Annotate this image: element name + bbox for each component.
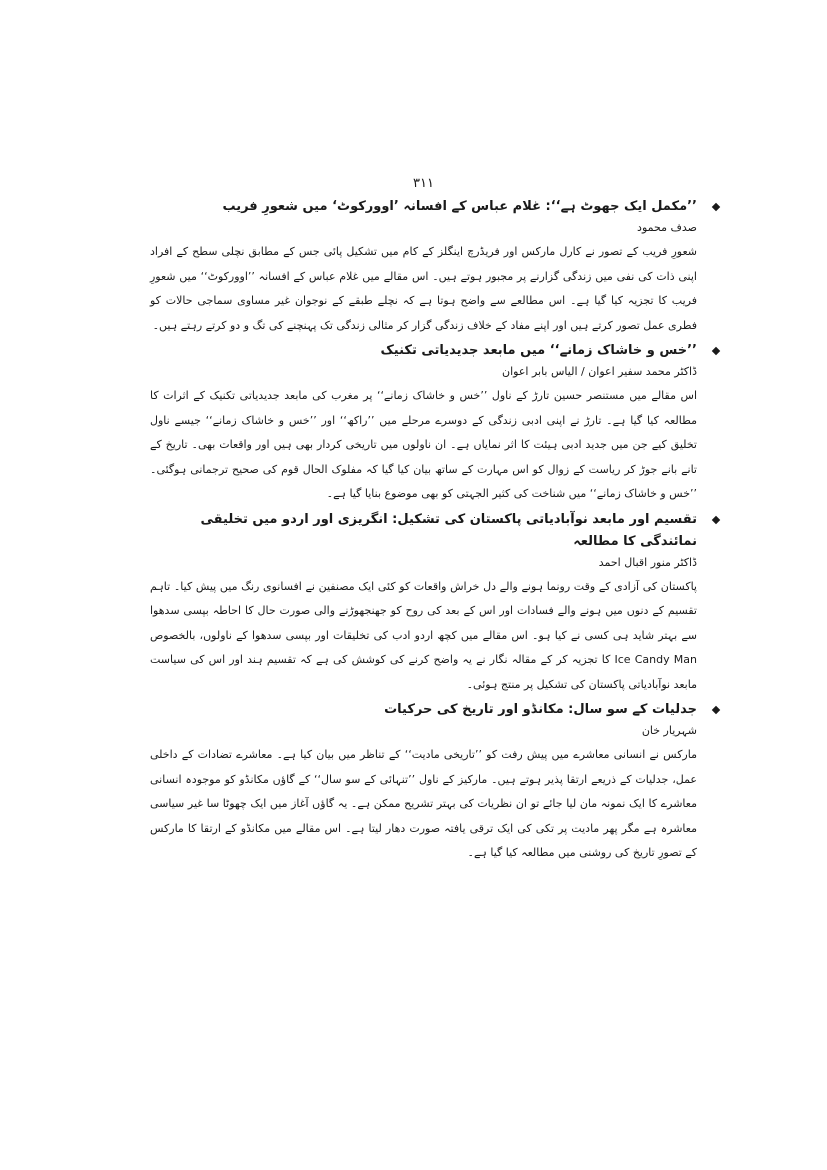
article-abstract: مارکس نے انسانی معاشرے میں پیش رفت کو ’’تاریخی مادیت‘‘ کے تناظر میں بیان کیا ہے۔ معاشرے تضادات کے داخلی عمل، جدلیات کے ذریعے ارتقا پذیر ہوتے ہیں۔ مارکیز کے ناول ’’تنہائی کے سو سال‘‘ کے گاؤں مکانڈو کو موجودہ انسانی معاشرے کا ایک نمونہ مان لیا جائے تو ان نظریات کی بہتر تشریح ممکن ہے۔ یہ گاؤں آغاز میں ایک چھوٹا سا غیر سیاسی معاشرہ ہے مگر پھر مادیت پر تکی کی ایک ترقی یافتہ صورت دھار لیتا ہے۔ اس مقالے میں مکانڈو کے ارتقا کا مارکس کے تصورِ تاریخ کی روشنی میں مطالعہ کیا گیا ہے۔ — [150, 748, 697, 859]
article-abstract: شعورِ فریب کے تصور نے کارل مارکس اور فریڈرچ اینگلز کے کام میں تشکیل پائی جس کے مطابق نچلی سطح کے افراد اپنی ذات کی نفی میں زندگی گزارنے پر مجبور ہوتے ہیں۔ اس مقالے میں غلام عباس کے افسانہ ’’اوورکوٹ‘‘ میں شعورِ فریب کا تجزیہ کیا گیا ہے۔ اس مطالعے سے واضح ہوتا ہے کہ نچلے طبقے کے نوجوان غیر مساوی سماجی حالات کو فطری عمل تصور کرتے ہیں اور اپنے مفاد کے خلاف زندگی گزار کر مثالی زندگی تک پہنچنے کی تگ و دو کرتے رہتے ہیں۔ — [150, 245, 697, 332]
diamond-bullet-icon — [712, 706, 720, 714]
article-entry — [150, 196, 697, 338]
diamond-bullet-icon — [712, 347, 720, 355]
document-page — [150, 176, 697, 859]
article-entry — [150, 340, 697, 507]
article-title — [150, 340, 697, 362]
article-author: صدف محمود — [637, 221, 697, 234]
article-title — [150, 509, 697, 553]
article-title-text: تقسیم اور مابعد نوآبادیاتی پاکستان کی تشکیل: انگریزی اور اردو میں تخلیقی نمائندگی کا مطالعہ — [200, 511, 697, 549]
page-number: ٣١١ — [413, 176, 434, 191]
article-author: ڈاکٹر منور اقبال احمد — [598, 555, 697, 569]
article-author: ڈاکٹر محمد سفیر اعوان / الیاس بابر اعوان — [502, 365, 697, 378]
article-abstract: اس مقالے میں مستنصر حسین تارڑ کے ناول ’’خس و خاشاک زمانے‘‘ پر مغرب کی مابعد جدیدیاتی تکنیک کے اثرات کا مطالعہ کیا گیا ہے۔ تارڑ نے اپنی ادبی زندگی کے دوسرے مرحلے میں ’’راکھ‘‘ اور ’’خس و خاشاک زمانے‘‘ جیسے ناول تخلیق کیے جن میں جدید ادبی ہیئت کا اثر نمایاں ہے۔ ان ناولوں میں تاریخی کردار بھی ہیں اور واقعات بھی۔ تاریخ کے تانے بانے جوڑ کر ریاست کے زوال کو اس مہارت کے ساتھ بیان کیا گیا کہ مفلوک الحال قوم کی صحیح ترجمانی ہوگئی۔ ’’خس و خاشاک زمانے‘‘ میں شناخت کی کثیر الجہتی کو بھی موضوع بنایا گیا ہے۔ — [150, 389, 697, 500]
article-title — [150, 196, 697, 218]
article-title — [150, 699, 697, 721]
article-title-text: ’’مکمل ایک جھوٹ ہے‘‘: غلام عباس کے افسانہ ’اوورکوٹ‘ میں شعورِ فریب — [222, 199, 697, 214]
article-entry — [150, 509, 697, 698]
article-title-text: جدلیات کے سو سال: مکانڈو اور تاریخ کی حرکیات — [384, 702, 697, 717]
diamond-bullet-icon — [712, 203, 720, 211]
article-title-text: ’’خس و خاشاک زمانے‘‘ میں مابعد جدیدیاتی تکنیک — [380, 343, 697, 358]
article-abstract: پاکستان کی آزادی کے وقت رونما ہونے والے دل خراش واقعات کو کئی ایک مصنفین نے افسانوی رنگ میں پیش کیا۔ تاہم تقسیم کے دنوں میں ہونے والے فسادات اور اس کے بعد کی روح کو جھنجھوڑنے والی صورت حال کا احاطہ بپسی سدھوا سے بہتر شاید ہی کسی نے کیا ہو۔ اس مقالے میں کچھ اردو ادب کی تخلیقات اور بپسی سدھوا کے ناولوں، بالخصوص Ice Candy Man کا تجزیہ کر کے مقالہ نگار نے یہ واضح کرنے کی کوشش کی ہے کہ تقسیم ہند اور اس کی سیاست مابعد نوآبادیاتی پاکستان کی تشکیل پر منتج ہوئی۔ — [150, 579, 697, 691]
diamond-bullet-icon — [712, 515, 720, 523]
article-author: شہریار خان — [641, 724, 697, 737]
article-entry — [150, 699, 697, 866]
